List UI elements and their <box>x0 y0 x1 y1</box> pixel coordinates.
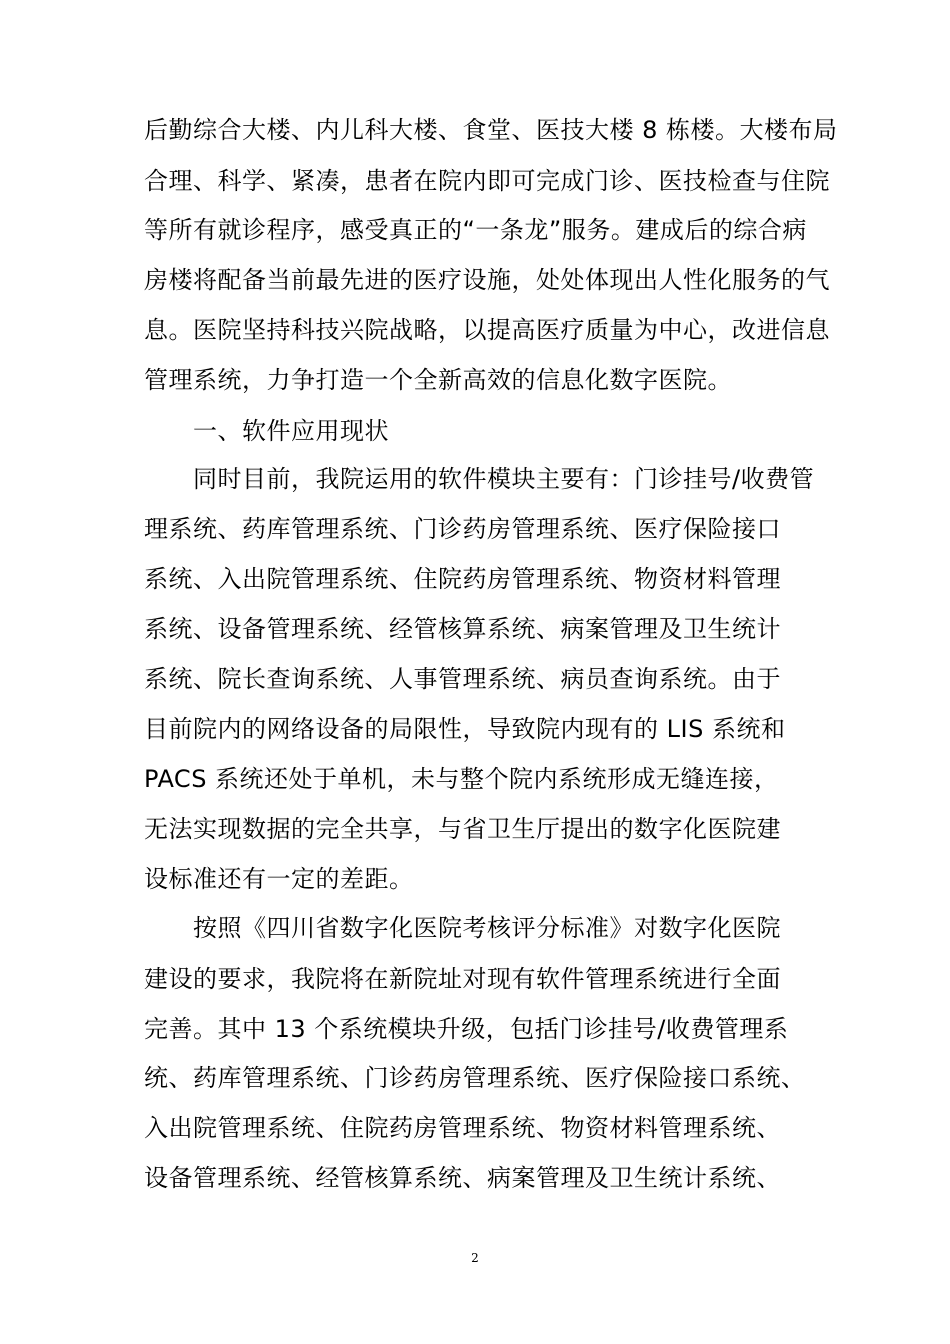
text-line-21: 入出院管理系统、住院药房管理系统、物资材料管理系统、 <box>144 1114 781 1142</box>
text-line-22: 设备管理系统、经管核算系统、病案管理及卫生统计系统、 <box>144 1164 781 1192</box>
page-number: 2 <box>471 1251 479 1265</box>
text-line-12: 系统、院长查询系统、人事管理系统、病员查询系统。由于 <box>144 665 781 693</box>
text-line-4: 房楼将配备当前最先进的医疗设施，处处体现出人性化服务的气 <box>144 266 830 294</box>
section-heading: 一、软件应用现状 <box>193 417 389 445</box>
text-line-2: 合理、科学、紧凑，患者在院内即可完成门诊、医技检查与住院 <box>144 167 830 195</box>
text-line-3: 等所有就诊程序，感受真正的“一条龙”服务。建成后的综合病 <box>144 216 807 244</box>
text-line-14: PACS 系统还处于单机，未与整个院内系统形成无缝连接， <box>144 765 779 793</box>
text-line-16: 设标准还有一定的差距。 <box>144 865 414 893</box>
text-line-8: 同时目前，我院运用的软件模块主要有：门诊挂号/收费管 <box>193 465 815 493</box>
text-line-13: 目前院内的网络设备的局限性，导致院内现有的 LIS 系统和 <box>144 715 786 743</box>
text-line-6: 管理系统，力争打造一个全新高效的信息化数字医院。 <box>144 366 732 394</box>
text-line-1: 后勤综合大楼、内儿科大楼、食堂、医技大楼 8 栋楼。大楼布局 <box>144 116 838 144</box>
text-line-17: 按照《四川省数字化医院考核评分标准》对数字化医院 <box>193 914 781 942</box>
text-line-11: 系统、设备管理系统、经管核算系统、病案管理及卫生统计 <box>144 615 781 643</box>
text-line-20: 统、药库管理系统、门诊药房管理系统、医疗保险接口系统、 <box>144 1064 806 1092</box>
text-line-5: 息。医院坚持科技兴院战略，以提高医疗质量为中心，改进信息 <box>144 316 830 344</box>
text-line-10: 系统、入出院管理系统、住院药房管理系统、物资材料管理 <box>144 565 781 593</box>
text-line-19: 完善。其中 13 个系统模块升级，包括门诊挂号/收费管理系 <box>144 1015 789 1043</box>
text-line-9: 理系统、药库管理系统、门诊药房管理系统、医疗保险接口 <box>144 515 781 543</box>
text-line-18: 建设的要求，我院将在新院址对现有软件管理系统进行全面 <box>144 965 781 993</box>
text-line-15: 无法实现数据的完全共享，与省卫生厅提出的数字化医院建 <box>144 815 781 843</box>
